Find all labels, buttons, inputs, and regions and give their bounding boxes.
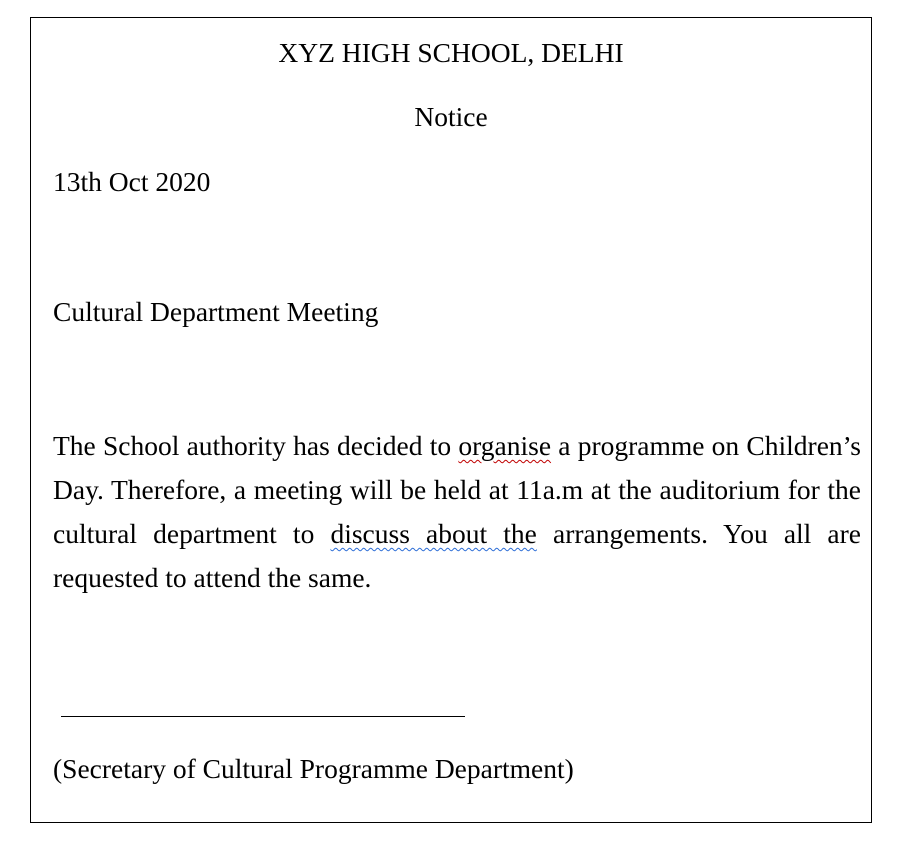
school-name-heading: XYZ HIGH SCHOOL, DELHI [278,37,624,68]
signature-line [61,716,465,717]
spelling-flagged-word[interactable]: organise [458,430,552,461]
notice-date: 13th Oct 2020 [53,166,211,197]
body-text-part-2: a programme on Children’s Day. Therefore, a meeting will be held at 11a.m at the auditorium for the cultural department to [53,430,861,549]
body-text-part-1: The School authority has decided to [53,430,459,461]
grammar-flagged-phrase[interactable]: discuss about the [330,518,537,549]
notice-subject: Cultural Department Meeting [53,296,379,327]
signatory-title: (Secretary of Cultural Programme Department) [53,753,574,784]
notice-document [30,17,872,823]
body-text-part-3: arrangements. You all are requested to attend the same. [53,518,861,593]
notice-body [53,424,861,600]
notice-title: Notice [414,101,488,132]
